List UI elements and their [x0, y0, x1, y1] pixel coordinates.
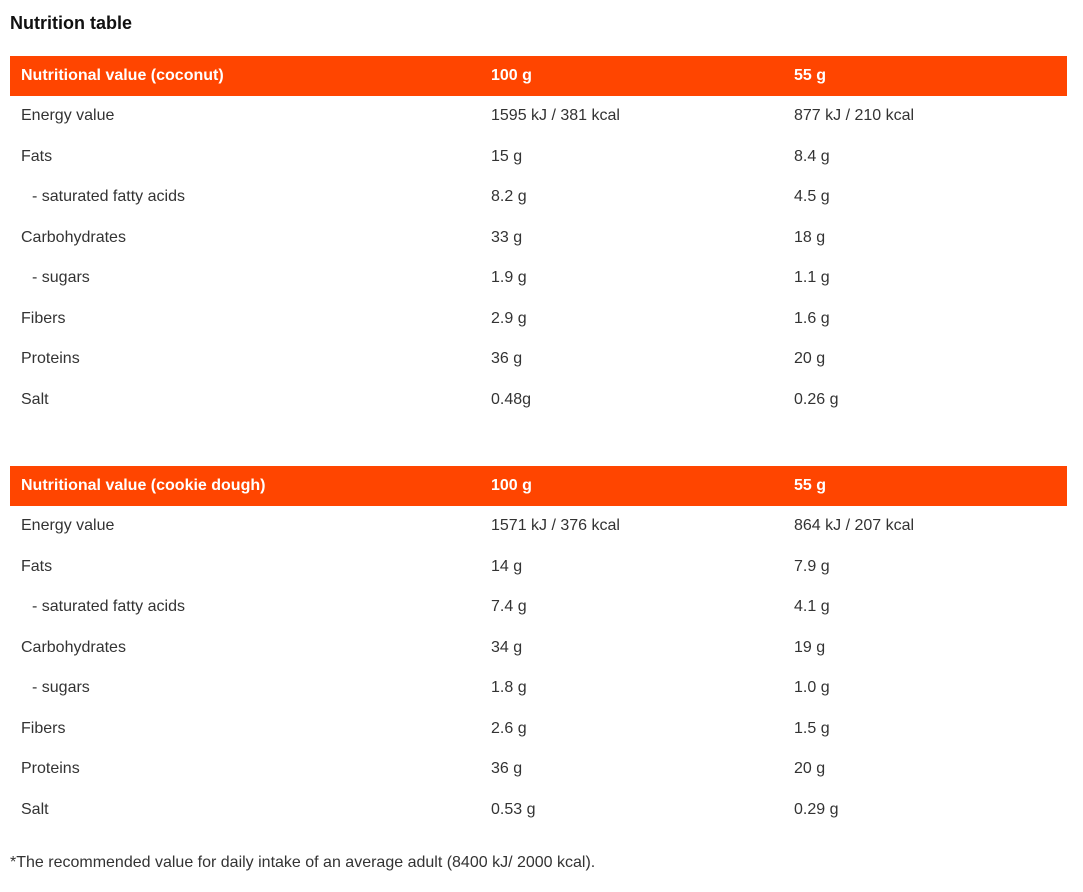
table-row	[10, 218, 1067, 259]
value-per-100g: 2.6 g	[491, 719, 527, 737]
nutrient-label: - saturated fatty acids	[32, 598, 185, 616]
nutrition-table-cookie-dough	[10, 466, 1067, 830]
nutrient-label: Energy value	[21, 107, 115, 125]
nutrient-label: Carbohydrates	[21, 638, 126, 656]
table-row	[10, 628, 1067, 669]
table-row	[10, 137, 1067, 178]
nutrient-label: - sugars	[32, 269, 90, 287]
value-per-serving: 1.1 g	[794, 269, 830, 287]
value-per-100g: 14 g	[491, 557, 523, 575]
table-row	[10, 790, 1067, 831]
value-per-serving: 1.5 g	[794, 719, 830, 737]
nutrient-label: Proteins	[21, 350, 80, 368]
value-per-100g: 36 g	[491, 350, 523, 368]
table-header-row	[10, 56, 1067, 96]
value-per-100g: 8.2 g	[491, 188, 527, 206]
value-per-serving: 20 g	[794, 350, 826, 368]
value-per-100g: 1595 kJ / 381 kcal	[491, 107, 620, 125]
table-row	[10, 709, 1067, 750]
value-per-100g: 34 g	[491, 638, 523, 656]
header-per-serving: 55 g	[783, 56, 1067, 96]
value-per-100g: 7.4 g	[491, 598, 527, 616]
value-per-serving: 0.29 g	[794, 800, 839, 818]
table-row	[10, 177, 1067, 218]
value-per-100g: 33 g	[491, 228, 523, 246]
table-row	[10, 96, 1067, 137]
table-header-row	[10, 466, 1067, 506]
table-row	[10, 339, 1067, 380]
table-row	[10, 506, 1067, 547]
nutrient-label: Salt	[21, 800, 49, 818]
value-per-100g: 15 g	[491, 147, 523, 165]
value-per-100g: 0.53 g	[491, 800, 536, 818]
nutrient-label: Proteins	[21, 760, 80, 778]
value-per-serving: 4.5 g	[794, 188, 830, 206]
table-row	[10, 258, 1067, 299]
header-nutrient: Nutritional value (coconut)	[10, 56, 480, 96]
nutrient-label: Fibers	[21, 309, 66, 327]
header-per-100g: 100 g	[480, 466, 783, 506]
nutrient-label: - sugars	[32, 679, 90, 697]
value-per-100g: 1571 kJ / 376 kcal	[491, 517, 620, 535]
header-nutrient: Nutritional value (cookie dough)	[10, 466, 480, 506]
value-per-serving: 0.26 g	[794, 390, 839, 408]
nutrient-label: Carbohydrates	[21, 228, 126, 246]
value-per-serving: 1.0 g	[794, 679, 830, 697]
value-per-serving: 7.9 g	[794, 557, 830, 575]
footnote: *The recommended value for daily intake of an average adult (8400 kJ/ 2000 kcal).	[10, 854, 596, 871]
nutrient-label: - saturated fatty acids	[32, 188, 185, 206]
nutrient-label: Fats	[21, 147, 53, 165]
value-per-100g: 0.48g	[491, 390, 532, 408]
value-per-100g: 1.9 g	[491, 269, 527, 287]
nutrient-label: Fibers	[21, 719, 66, 737]
table-row	[10, 668, 1067, 709]
value-per-serving: 18 g	[794, 228, 826, 246]
nutrition-table-coconut	[10, 56, 1067, 420]
header-per-100g: 100 g	[480, 56, 783, 96]
nutrient-label: Fats	[21, 557, 53, 575]
table-row	[10, 380, 1067, 421]
value-per-serving: 20 g	[794, 760, 826, 778]
table-row	[10, 547, 1067, 588]
header-per-serving: 55 g	[783, 466, 1067, 506]
table-row	[10, 749, 1067, 790]
page-title: Nutrition table	[10, 13, 132, 33]
table-row	[10, 299, 1067, 340]
value-per-100g: 1.8 g	[491, 679, 527, 697]
nutrient-label: Salt	[21, 390, 49, 408]
value-per-serving: 877 kJ / 210 kcal	[794, 107, 915, 125]
value-per-serving: 1.6 g	[794, 309, 830, 327]
nutrient-label: Energy value	[21, 517, 115, 535]
value-per-100g: 36 g	[491, 760, 523, 778]
value-per-serving: 864 kJ / 207 kcal	[794, 517, 915, 535]
table-row	[10, 587, 1067, 628]
value-per-serving: 4.1 g	[794, 598, 830, 616]
value-per-100g: 2.9 g	[491, 309, 527, 327]
value-per-serving: 19 g	[794, 638, 826, 656]
value-per-serving: 8.4 g	[794, 147, 830, 165]
